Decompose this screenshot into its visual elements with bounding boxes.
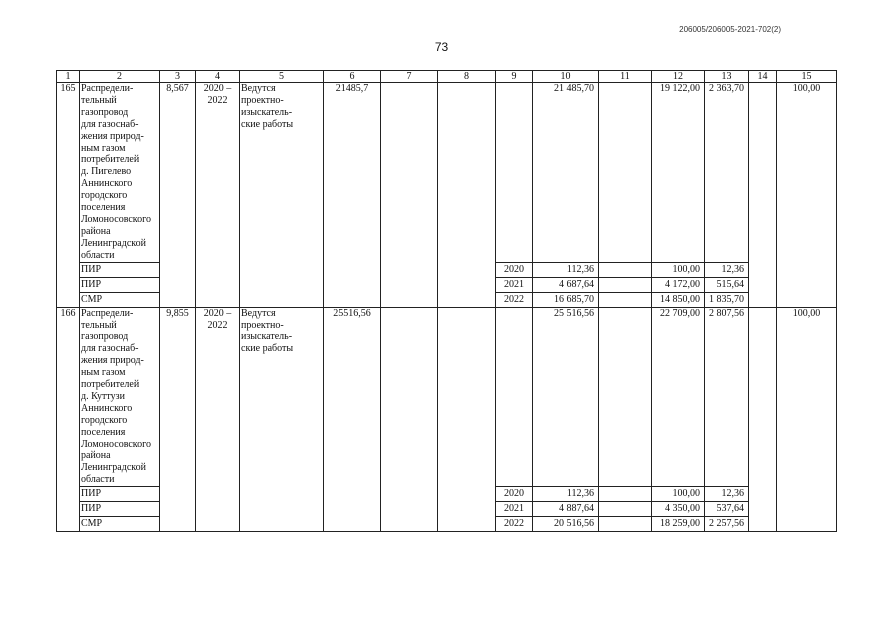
- col-header: 9: [496, 71, 533, 83]
- object-name-line: Распредели-: [81, 83, 134, 94]
- stage-year: 2020: [496, 487, 533, 502]
- object-name-line: потребителей: [81, 154, 140, 166]
- object-name-line: городского: [81, 190, 128, 202]
- stage-year: 2022: [496, 517, 533, 532]
- col-header: 13: [705, 71, 749, 83]
- status: [240, 307, 324, 532]
- stage-regional: 12,36: [705, 487, 749, 502]
- object-name-line: д. Пигелево: [81, 166, 132, 178]
- estimated-cost: 25516,56: [324, 307, 381, 532]
- object-name-line: Ленинградской: [81, 237, 146, 249]
- col-7: [381, 83, 438, 308]
- readiness-percent: 100,00: [777, 83, 837, 308]
- regional-amount: 2 807,56: [705, 307, 749, 487]
- federal-amount: 22 709,00: [652, 307, 705, 487]
- status-line: ские работы: [241, 118, 294, 130]
- col-11: [599, 502, 652, 517]
- col-header: 8: [438, 71, 496, 83]
- col-header: 7: [381, 71, 438, 83]
- object-name-line: Аннинского: [81, 178, 133, 190]
- object-name-line: для газоснаб-: [81, 118, 139, 130]
- object-name-line: поселения: [81, 426, 126, 438]
- stage-regional: 537,64: [705, 502, 749, 517]
- table-row: [57, 83, 837, 263]
- table-row: [57, 307, 837, 487]
- period-line: 2020 –: [203, 83, 232, 94]
- stage-type: ПИР: [80, 502, 160, 517]
- object-name-line: поселения: [81, 202, 126, 214]
- period-line: 2022: [207, 319, 228, 331]
- stage-regional: 1 835,70: [705, 292, 749, 307]
- object-name-line: Ломоносовского: [81, 438, 152, 450]
- object-name-line: ным газом: [81, 367, 126, 379]
- col-header: 5: [240, 71, 324, 83]
- stage-regional: 2 257,56: [705, 517, 749, 532]
- col-header: 10: [533, 71, 599, 83]
- col-11: [599, 517, 652, 532]
- period-line: 2020 –: [203, 307, 232, 319]
- stage-federal: 100,00: [652, 487, 705, 502]
- object-name: [80, 83, 160, 263]
- stage-type: СМР: [80, 292, 160, 307]
- stage-year: 2020: [496, 262, 533, 277]
- col-header: 6: [324, 71, 381, 83]
- object-name-line: газопровод: [81, 106, 129, 118]
- object-name-line: газопровод: [81, 331, 129, 343]
- status: [240, 83, 324, 308]
- stage-year: 2022: [496, 292, 533, 307]
- object-name-line: тельный: [81, 319, 117, 331]
- col-header: 11: [599, 71, 652, 83]
- stage-federal: 100,00: [652, 262, 705, 277]
- stage-total: 112,36: [533, 487, 599, 502]
- year: [496, 307, 533, 487]
- object-name-line: района: [81, 225, 111, 237]
- col-header: 4: [196, 71, 240, 83]
- stage-regional: 515,64: [705, 277, 749, 292]
- row-number: 165: [57, 83, 80, 308]
- object-name-line: Аннинского: [81, 402, 133, 414]
- stage-federal: 4 350,00: [652, 502, 705, 517]
- length-km: 8,567: [160, 83, 196, 308]
- stage-federal: 4 172,00: [652, 277, 705, 292]
- regional-amount: 2 363,70: [705, 83, 749, 263]
- object-name-line: потребителей: [81, 379, 140, 391]
- object-name-line: жения природ-: [81, 355, 144, 367]
- stage-total: 20 516,56: [533, 517, 599, 532]
- federal-amount: 19 122,00: [652, 83, 705, 263]
- object-name: [80, 307, 160, 487]
- estimated-cost: 21485,7: [324, 83, 381, 308]
- stage-total: 4 887,64: [533, 502, 599, 517]
- object-name-line: Ленинградской: [81, 462, 146, 474]
- col-8: [438, 307, 496, 532]
- col-header: 2: [80, 71, 160, 83]
- col-11: [599, 262, 652, 277]
- stage-year: 2021: [496, 277, 533, 292]
- period: [196, 307, 240, 532]
- status-line: Ведутся: [241, 307, 276, 319]
- object-name-line: района: [81, 450, 111, 462]
- status-line: изыскатель-: [241, 106, 293, 118]
- col-header: 15: [777, 71, 837, 83]
- stage-federal: 18 259,00: [652, 517, 705, 532]
- stage-total: 16 685,70: [533, 292, 599, 307]
- object-name-line: для газоснаб-: [81, 343, 139, 355]
- object-name-line: ным газом: [81, 142, 126, 154]
- col-11: [599, 487, 652, 502]
- status-line: изыскатель-: [241, 331, 293, 343]
- col-11: [599, 277, 652, 292]
- col-11: [599, 83, 652, 263]
- col-11: [599, 292, 652, 307]
- length-km: 9,855: [160, 307, 196, 532]
- col-7: [381, 307, 438, 532]
- header-row: [57, 71, 837, 83]
- object-name-line: городского: [81, 414, 128, 426]
- object-name-line: Распредели-: [81, 307, 134, 319]
- page-number: 73: [434, 40, 449, 54]
- col-8: [438, 83, 496, 308]
- object-name-line: области: [81, 249, 115, 261]
- stage-type: ПИР: [80, 487, 160, 502]
- year: [496, 83, 533, 263]
- period: [196, 83, 240, 308]
- row-number: 166: [57, 307, 80, 532]
- document-id: 206005/206005-2021-702(2): [679, 25, 781, 34]
- col-header: 12: [652, 71, 705, 83]
- total-amount: 21 485,70: [533, 83, 599, 263]
- stage-type: ПИР: [80, 277, 160, 292]
- object-name-line: области: [81, 474, 115, 486]
- col-header: 14: [749, 71, 777, 83]
- status-line: проектно-: [241, 319, 284, 331]
- col-14: [749, 83, 777, 308]
- object-name-line: д. Куттузи: [81, 390, 125, 402]
- status-line: Ведутся: [241, 83, 276, 94]
- stage-type: СМР: [80, 517, 160, 532]
- data-table: [56, 70, 837, 532]
- stage-year: 2021: [496, 502, 533, 517]
- object-name-line: Ломоносовского: [81, 213, 152, 225]
- stage-regional: 12,36: [705, 262, 749, 277]
- object-name-line: тельный: [81, 94, 117, 106]
- col-14: [749, 307, 777, 532]
- col-header: 1: [57, 71, 80, 83]
- total-amount: 25 516,56: [533, 307, 599, 487]
- status-line: ские работы: [241, 343, 294, 355]
- col-header: 3: [160, 71, 196, 83]
- stage-type: ПИР: [80, 262, 160, 277]
- period-line: 2022: [207, 94, 228, 106]
- col-11: [599, 307, 652, 487]
- stage-total: 112,36: [533, 262, 599, 277]
- object-name-line: жения природ-: [81, 130, 144, 142]
- status-line: проектно-: [241, 94, 284, 106]
- stage-federal: 14 850,00: [652, 292, 705, 307]
- stage-total: 4 687,64: [533, 277, 599, 292]
- readiness-percent: 100,00: [777, 307, 837, 532]
